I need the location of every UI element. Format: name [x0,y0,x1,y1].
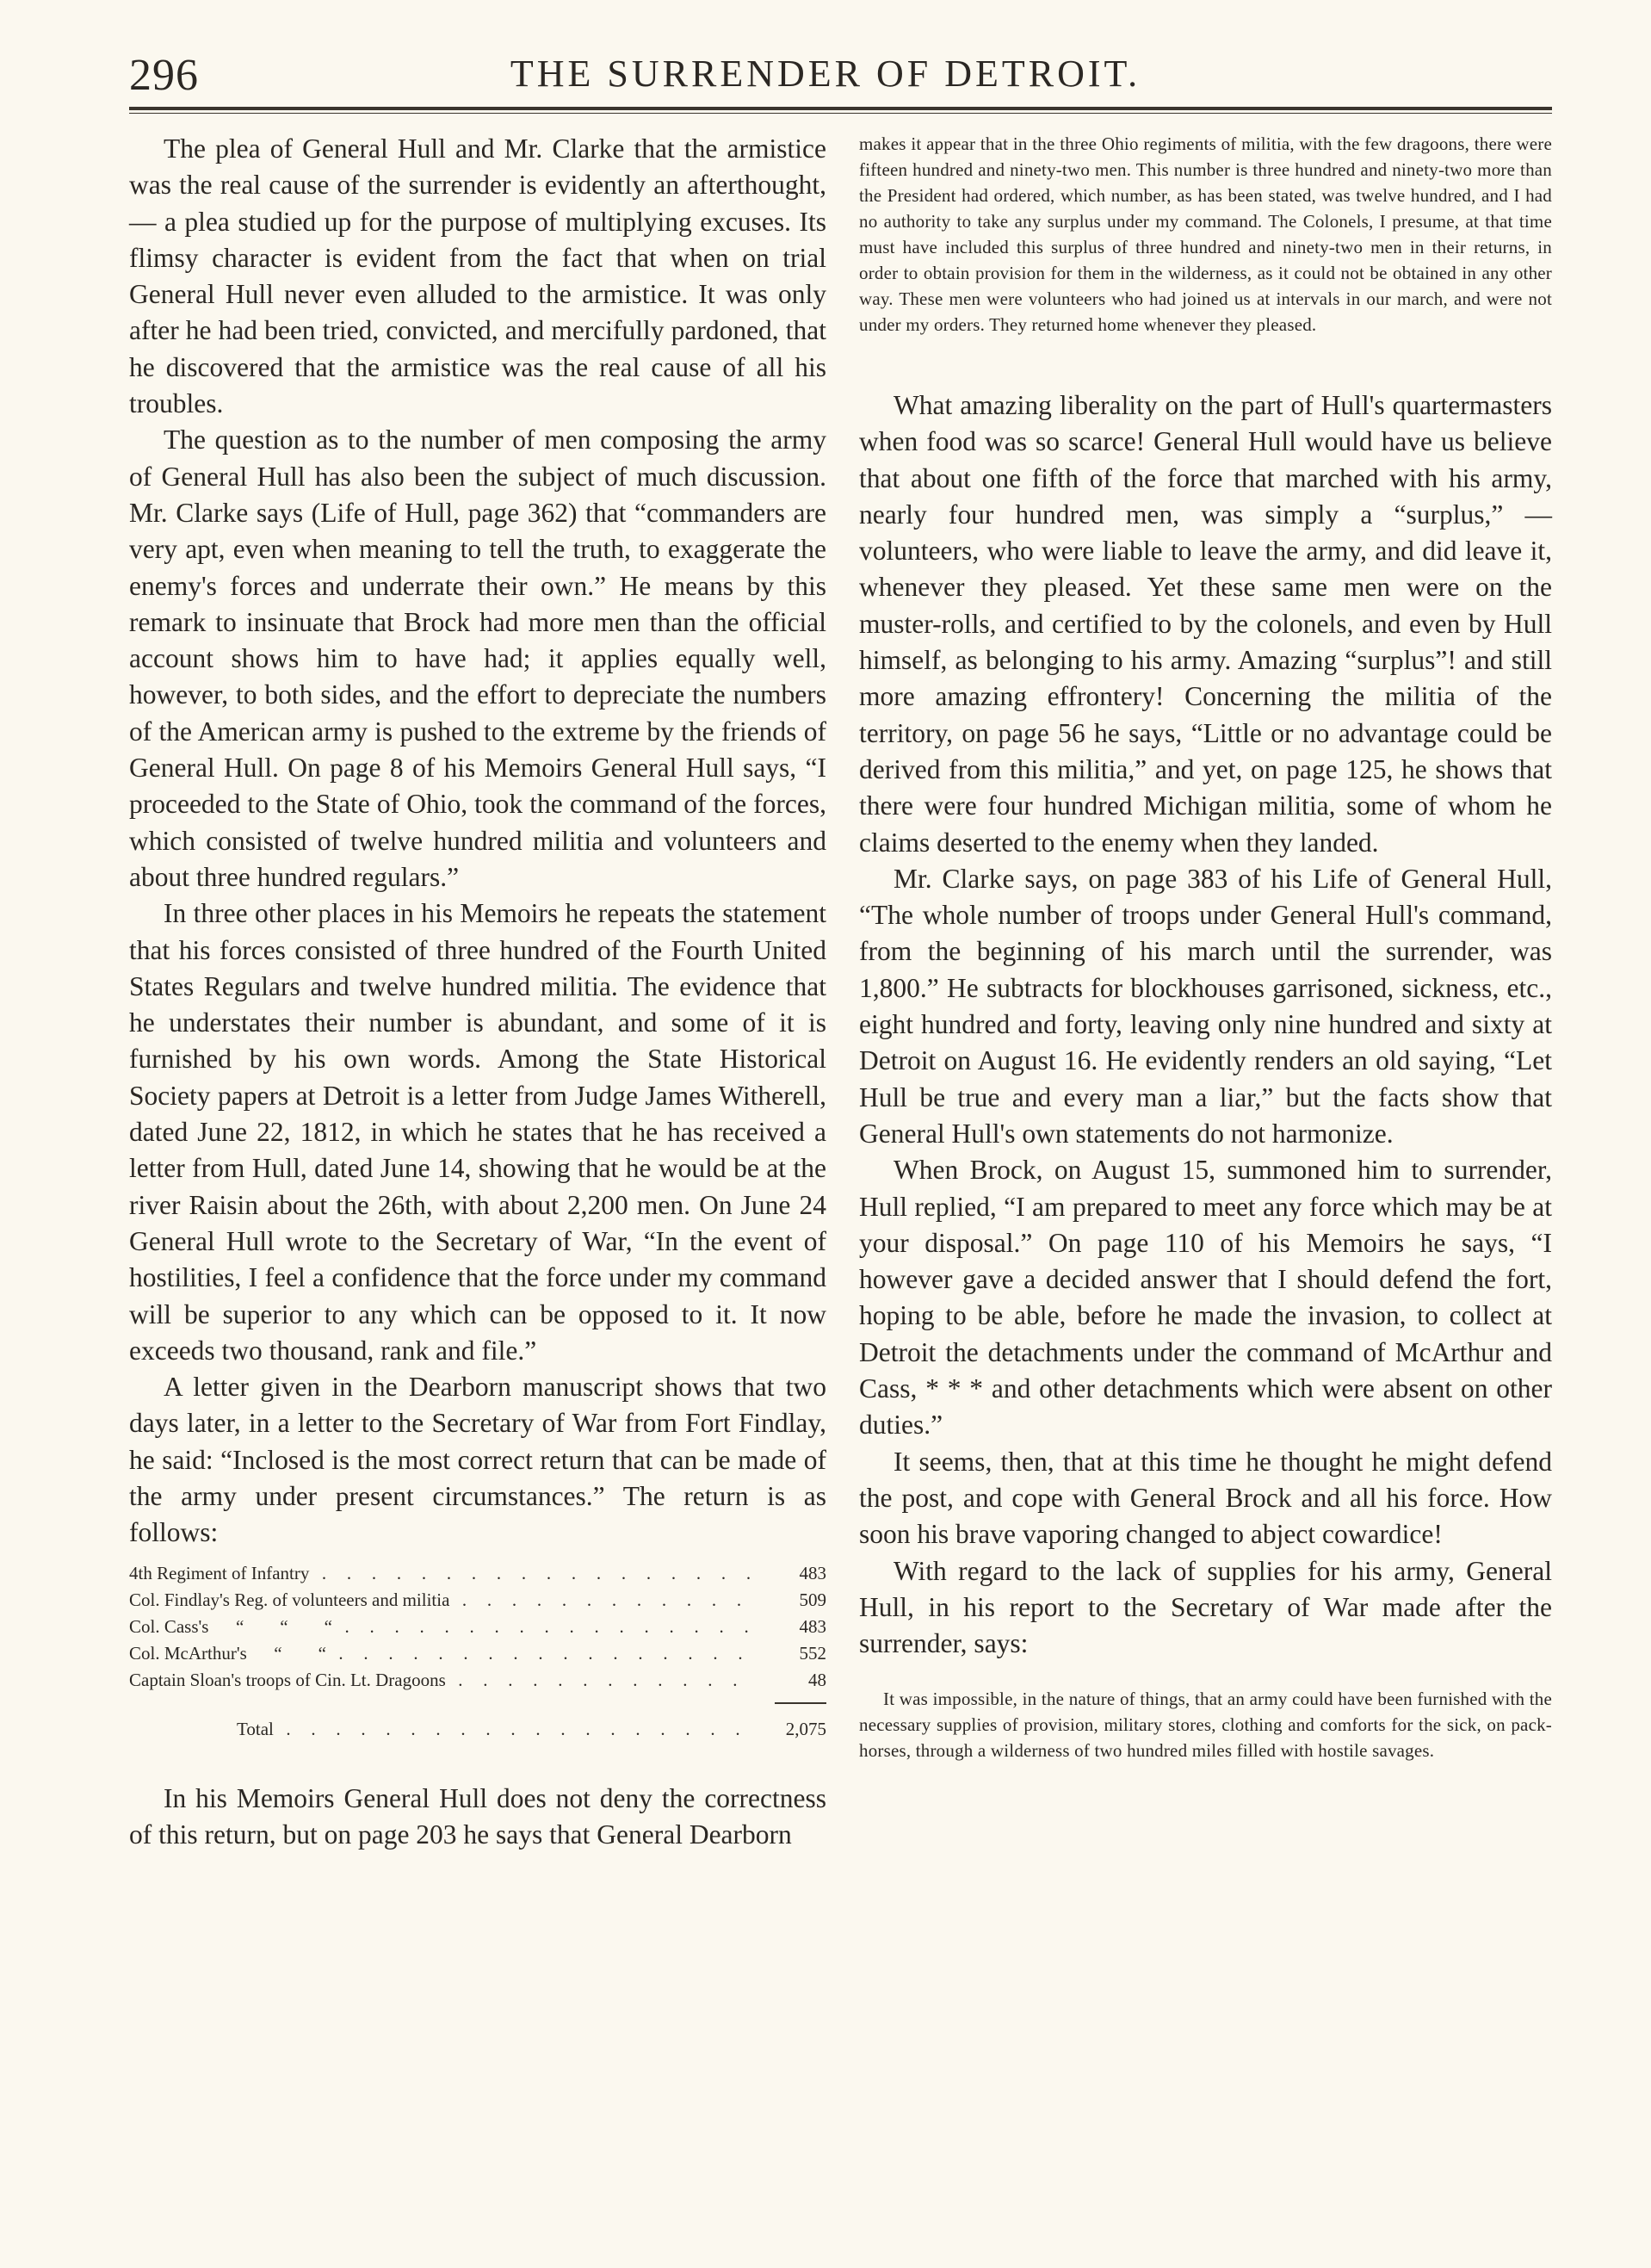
unit-count: 552 [799,1642,826,1664]
total-value: 2,075 [785,1718,826,1739]
total-label: Total . . [129,1716,757,1743]
paragraph: It seems, then, that at this time he thought he might defend the post, and cope with General Brock and all his force. How soon his brave vaporing changed to abject cowardice! [859,1446,1552,1550]
table-row [129,1667,826,1694]
paragraph: Mr. Clarke says, on page 383 of his Life of General Hull, “The whole number of troops under General Hull's command, from the beginning of his march until the surrender, was 1,800.” He subtracts for blockhouses garrisoned, sickness, etc., eight hundred and forty, leaving only nine hundred and sixty at Detroit on August 16. He evidently renders an old saying, “Let Hull be true and every man a liar,” but the facts show that General Hull's own statements do not harmonize. [859,863,1552,1149]
right-column [859,131,1552,1763]
left-column [129,131,826,1853]
unit-name: Col. Cass's “ “ “ . . [129,1614,757,1640]
paragraph: When Brock, on August 15, summoned him to surrender, Hull replied, “I am prepared to meet any force which may be at your disposal.” On page 110 of his Memoirs he says, “I however gave a decided answer that I should defend the fort, hoping to be able, before he made the invasion, to collect at Detroit the detachments under the command of McArthur and Cass, * * * and other detachments which were absent on other duties.” [859,1155,1552,1441]
paragraph: In three other places in his Memoirs he repeats the statement that his forces consisted of three hundred of the Fourth United States Regulars and twelve hundred militia. The evidence that he understates their number is abundant, and some of it is furnished by his own words. Among the State Historical Society papers at Detroit is a letter from Judge James Witherell, dated June 22, 1812, in which he states that he has received a letter from Hull, dated June 14, showing that he would be at the river Raisin about the 26th, with about 2,200 men. On June 24 General Hull wrote to the Secretary of War, “In the event of hostilities, I feel a confidence that the force under my command will be superior to any which can be opposed to it. It now exceeds two thousand, rank and file.” [129,898,826,1366]
army-return-table [129,1560,826,1743]
unit-name: Col. McArthur's “ “ . . [129,1640,757,1667]
unit-name: 4th Regiment of Infantry . . [129,1560,757,1587]
table-row [129,1640,826,1667]
unit-name: Col. Findlay's Reg. of volunteers and militia . . [129,1587,757,1614]
paragraph: A letter given in the Dearborn manuscript shows that two days later, in a letter to the Secretary of War from Fort Findlay, he said: “Inclosed is the most correct return that can be made of the army under present circumstances.” The return is as follows: [129,1372,826,1548]
unit-count: 509 [799,1589,826,1610]
paragraph: With regard to the lack of supplies for his army, General Hull, in his report to the Secretary of War made after the surrender, says: [859,1555,1552,1659]
table-row [129,1560,826,1587]
paragraph: In his Memoirs General Hull does not deny the correctness of this return, but on page 203 he says that General Dearborn [129,1782,826,1850]
paragraph: The plea of General Hull and Mr. Clarke that the armistice was the real cause of the surrender is evidently an afterthought,— a plea studied up for the purpose of multiplying excuses. Its flimsy character is evident from the fact that when on trial General Hull never even alluded to the armistice. It was only after he had been tried, convicted, and mercifully pardoned, that he discovered that the armistice was the real cause of all his troubles. [129,133,826,419]
total-row [129,1716,826,1743]
unit-count: 483 [799,1562,826,1583]
page-header [0,41,1651,102]
total-rule [775,1702,826,1704]
paragraph: What amazing liberality on the part of Hull's quartermasters when food was so scarce! General Hull would have us believe that about one fifth of the force that marched with his army, nearly four hundred men, was simply a “surplus,” — volunteers, who were liable to leave the army, and did leave it, whenever they pleased. Yet these same men were on the muster-rolls, and certified to by the colonels, and even by Hull himself, as belonging to his army. Amazing “surplus”! and still more amazing effrontery! Concerning the militia of the territory, on page 56 he says, “Little or no advantage could be derived from this militia,” and yet, on page 125, he shows that there were four hundred Michigan militia, some of whom he claims deserted to the enemy when they landed. [859,390,1552,858]
header-rule-thin [129,113,1552,114]
running-title: THE SURRENDER OF DETROIT. [510,53,1141,95]
table-row [129,1587,826,1614]
header-rule [129,107,1552,110]
unit-count: 483 [799,1615,826,1637]
unit-count: 48 [808,1669,826,1690]
table-row [129,1614,826,1640]
paragraph: The question as to the number of men composing the army of General Hull has also been the subject of much discussion. Mr. Clarke says (Life of Hull, page 362) that “commanders are very apt, even when meaning to tell the truth, to exaggerate the enemy's forces and underrate their own.” He means by this remark to insinuate that Brock had more men than the official account shows him to have had; it applies equally well, however, to both sides, and the effort to depreciate the numbers of the American army is pushed to the extreme by the friends of General Hull. On page 8 of his Memoirs General Hull says, “I proceeded to the State of Ohio, took the command of the forces, which consisted of twelve hundred militia and volunteers and about three hundred regulars.” [129,424,826,892]
block-quote: makes it appear that in the three Ohio regiments of militia, with the few dragoons, there were fifteen hundred and ninety-two men. This number is three hundred and ninety-two more than the President had ordered, which number, as has been stated, was twelve hundred, and I had no authority to take any surplus under my command. The Colonels, I presume, at that time must have included this surplus of three hundred and ninety-two men in their returns, in order to obtain provision for them in the wilderness, as it could not be obtained in any other way. These men were volunteers who had joined us at intervals in our march, and were not under my orders. They returned home whenever they pleased. [859,133,1552,335]
block-quote: It was impossible, in the nature of things, that an army could have been furnished with the necessary supplies of provision, military stores, clothing and comforts for the sick, on pack-horses, through a wilderness of two hundred miles filled with hostile savages. [859,1689,1552,1762]
unit-name: Captain Sloan's troops of Cin. Lt. Dragoons . . [129,1667,757,1694]
page-number: 296 [129,51,199,100]
